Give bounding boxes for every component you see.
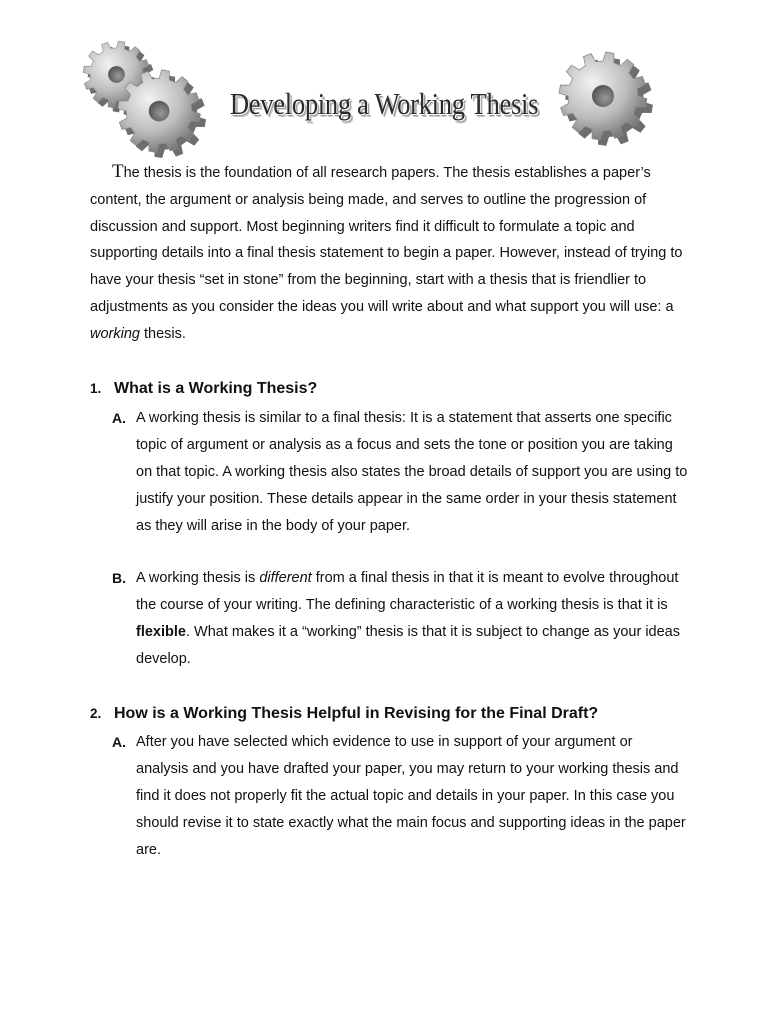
section-number: 1. [90, 380, 102, 396]
section-revising [90, 701, 688, 864]
item-text-middle: from a final thesis in that it is meant to evolve throughout the course of your writing. The defining characteristic of a working thesis is that it is [136, 570, 679, 614]
item-emphasis: different [259, 570, 312, 587]
list-item [90, 729, 688, 863]
section-working-thesis [90, 376, 688, 673]
page-title: Developing a Working Thesis [229, 86, 539, 121]
intro-dropcap: T [112, 161, 124, 182]
item-text-start: A working thesis is [136, 570, 260, 587]
section-title: How is a Working Thesis Helpful in Revising for the Final Draft? [114, 704, 599, 722]
item-strong: flexible [136, 623, 186, 640]
intro-text: he thesis is the foundation of all research papers. The thesis establishes a paper’s content, the argument or analysis being made, and serves to outline the progression of discussion and support. Most beginning writers find it difficult to formulate a topic and supporting details into a final thesis statement to begin a paper. However, instead of trying to have your thesis “set in stone” from the beginning, start with a thesis that is friendlier to adjustments as you consider the ideas you will write about and what support you will use: a [90, 165, 683, 315]
intro-paragraph [90, 159, 688, 348]
intro-emphasis: working [90, 325, 140, 342]
item-text [136, 565, 688, 672]
item-text: After you have selected which evidence to use in support of your argument or analysis and you have drafted your paper, you may return to your working thesis and find it does not properly fit the actual topic and details in your paper. In this case you should revise it to state exactly what the main focus and supporting ideas in the paper are. [136, 734, 686, 858]
section-heading [90, 701, 688, 728]
section-heading [90, 376, 688, 403]
document-body [90, 159, 688, 863]
item-letter: B. [112, 570, 126, 587]
section-title: What is a Working Thesis? [114, 379, 318, 397]
list-item [90, 565, 688, 672]
item-text-end: . What makes it a “working” thesis is that it is subject to change as your ideas develop. [136, 623, 680, 667]
intro-end: thesis. [139, 325, 186, 342]
item-letter: A. [112, 410, 126, 427]
list-item [90, 405, 688, 539]
item-text: A working thesis is similar to a final thesis: It is a statement that asserts one specific topic of argument or analysis as a focus and sets the tone or position you are taking on that topic. A working thesis also states the broad details of support you are using to justify your position. These details appear in the same order in your thesis statement as they will arise in the body of your paper. [136, 410, 688, 534]
section-number: 2. [90, 705, 102, 721]
item-letter: A. [112, 734, 126, 751]
